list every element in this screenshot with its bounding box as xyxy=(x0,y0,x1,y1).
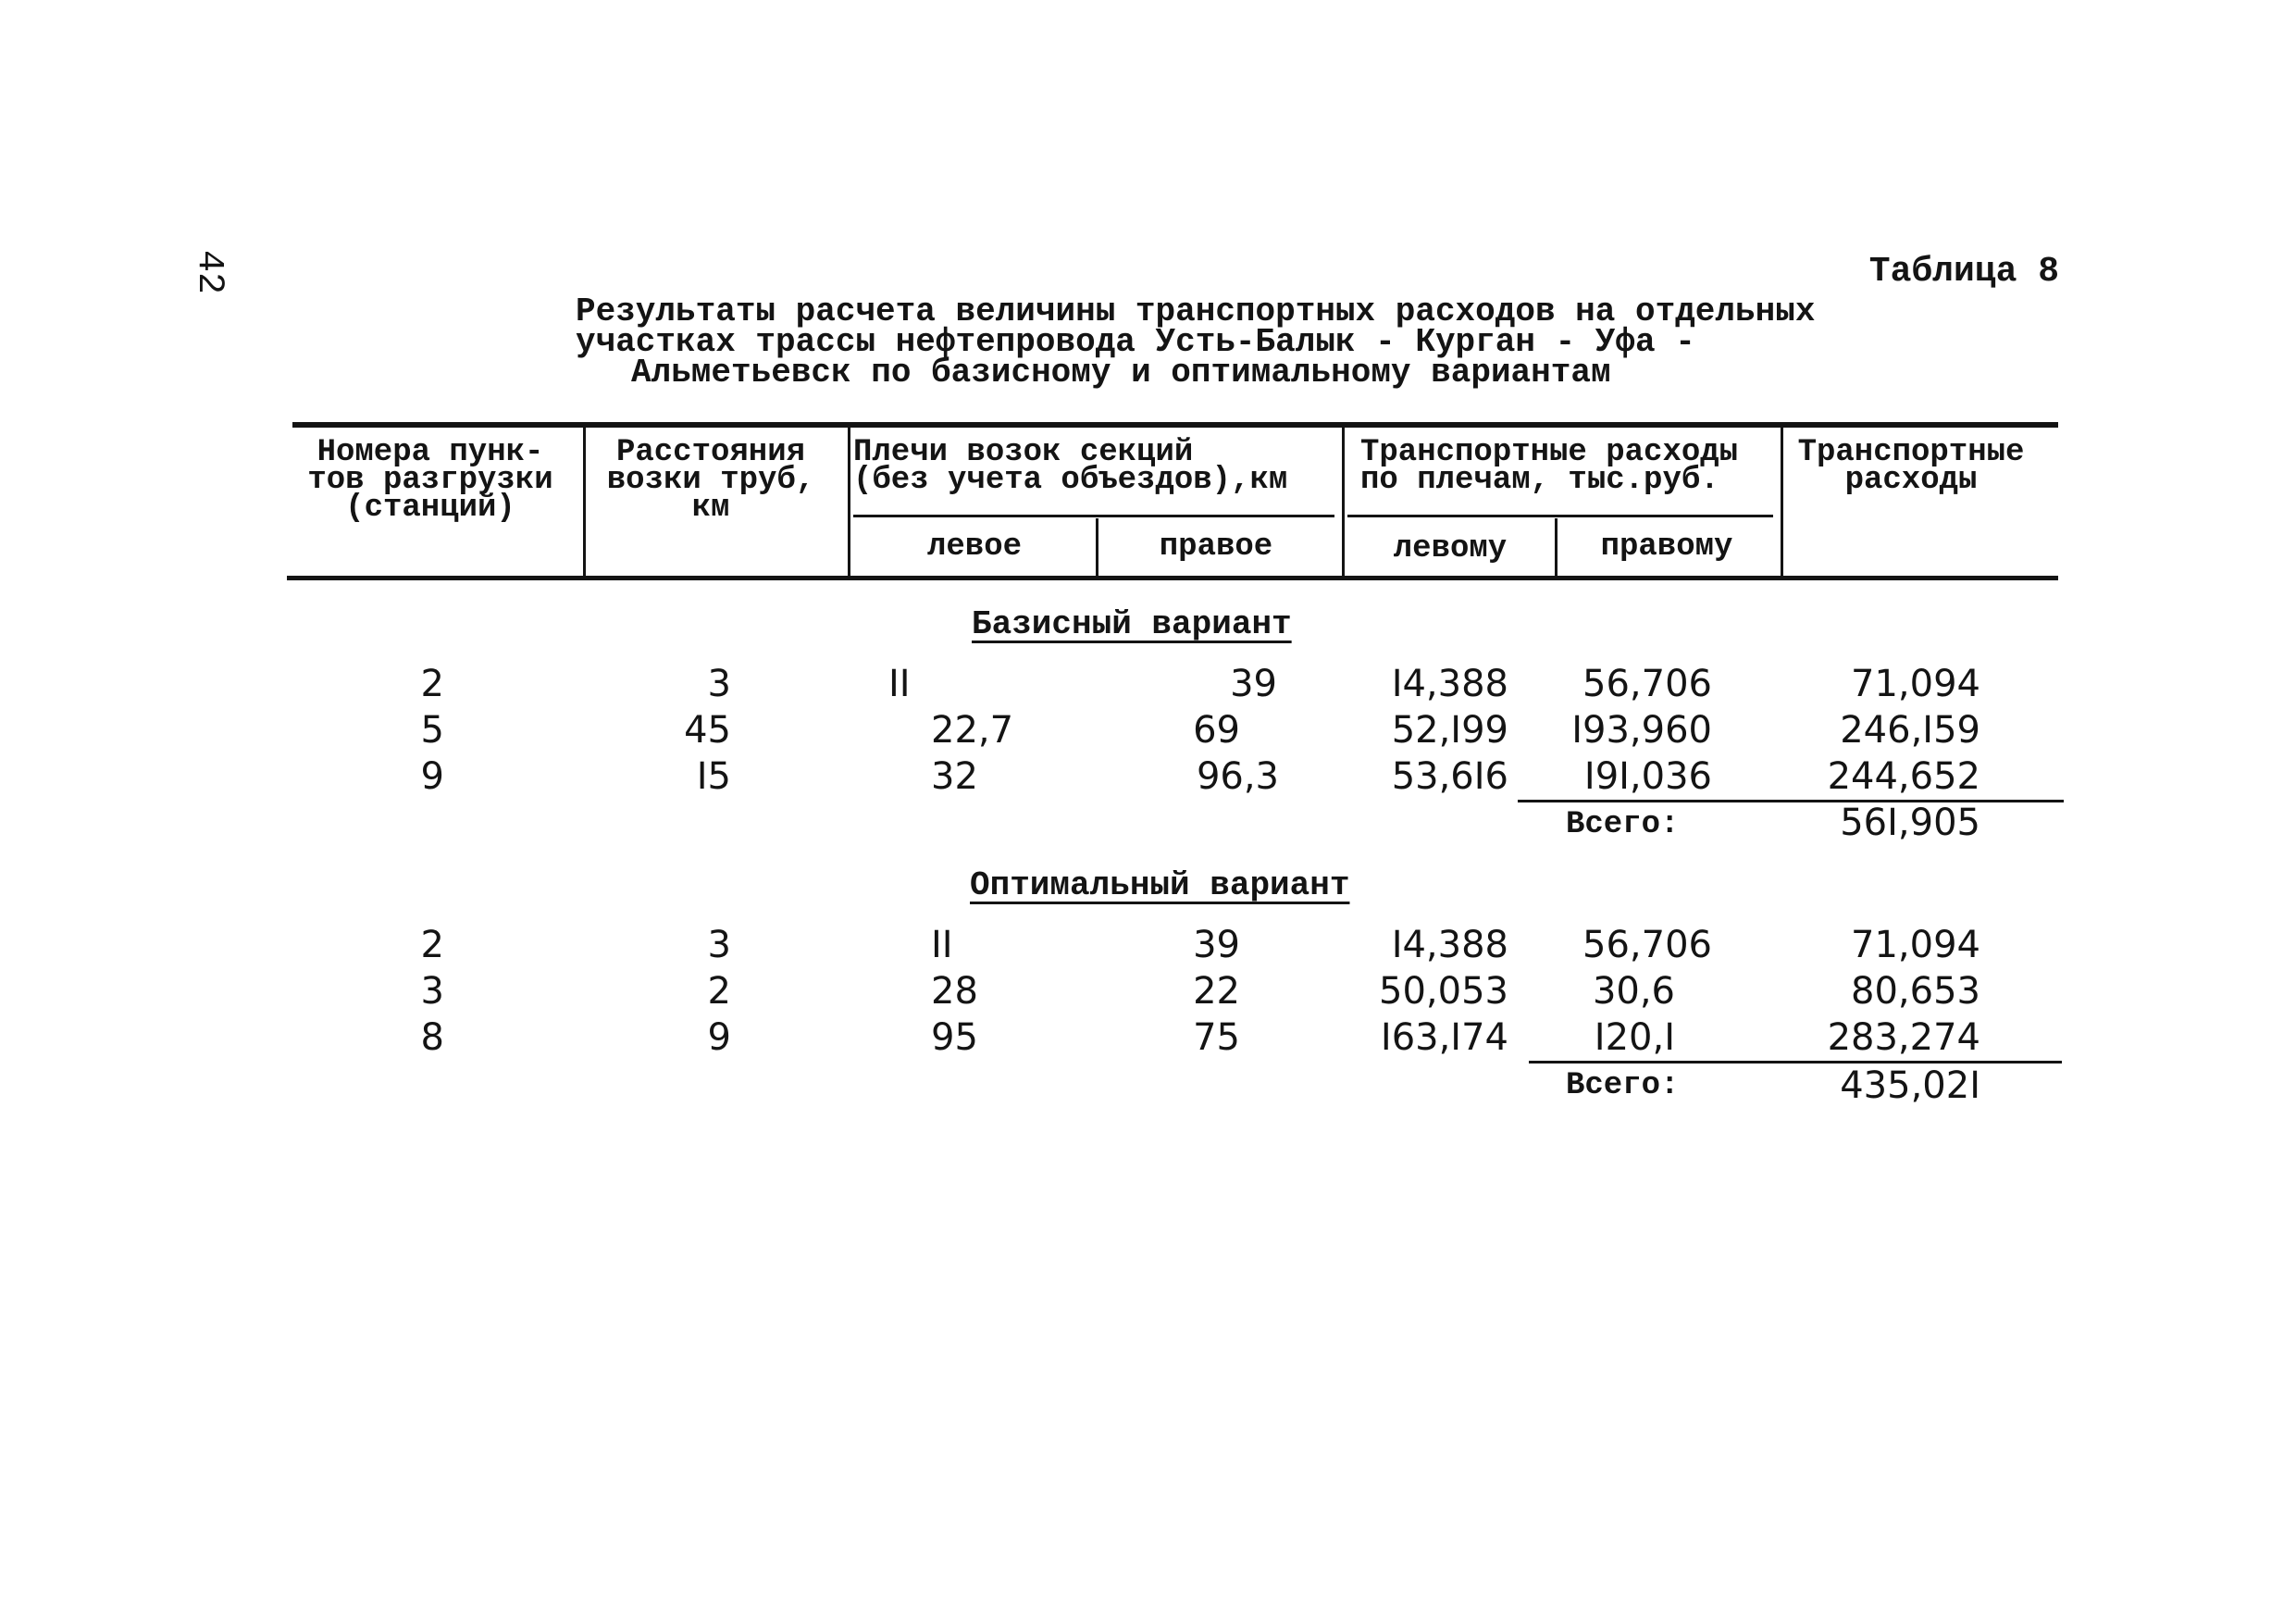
cell-total: 80,653 xyxy=(1851,970,1980,1013)
table-label: Таблица 8 xyxy=(1868,252,2059,292)
header-col-shoulders-right: правое xyxy=(1159,529,1273,565)
cell-cost-left: I63,I74 xyxy=(1380,1016,1508,1059)
header-divider xyxy=(848,428,850,576)
cell-shoulder-left: II xyxy=(931,924,953,966)
section-title: Базисный вариант xyxy=(972,605,1292,643)
cell-shoulder-right: 39 xyxy=(1230,663,1277,705)
cell-distance: 3 xyxy=(707,663,731,705)
cell-station: 2 xyxy=(420,924,444,966)
table-row xyxy=(0,924,2296,966)
cell-shoulder-right: 39 xyxy=(1193,924,1240,966)
cell-cost-right: I20,I xyxy=(1594,1016,1675,1059)
cell-shoulder-left: 32 xyxy=(931,755,978,798)
header-bottom-rule xyxy=(287,576,2058,580)
header-col-costs-right: правому xyxy=(1600,529,1733,565)
header-col-costs: Транспортные расходы по плечам, тыс.руб. xyxy=(1360,435,1739,498)
table-row xyxy=(0,1016,2296,1059)
cell-shoulder-left: 22,7 xyxy=(931,709,1014,752)
cell-distance: 3 xyxy=(707,924,731,966)
cell-shoulder-right: 96,3 xyxy=(1196,755,1279,798)
cell-cost-right: 56,706 xyxy=(1582,663,1712,705)
table-row xyxy=(0,709,2296,752)
cell-station: 5 xyxy=(420,709,444,752)
cell-shoulder-left: 28 xyxy=(931,970,978,1013)
page-number: 42 xyxy=(188,250,230,295)
table-title xyxy=(576,292,1816,392)
table-row xyxy=(0,970,2296,1013)
total-label: Всего: xyxy=(1566,807,1680,842)
header-subrule xyxy=(853,515,1334,517)
header-divider xyxy=(1342,428,1345,576)
table-row xyxy=(0,755,2296,798)
cell-shoulder-right: 69 xyxy=(1193,709,1240,752)
cell-station: 9 xyxy=(420,755,444,798)
cell-station: 3 xyxy=(420,970,444,1013)
cell-total: 71,094 xyxy=(1851,924,1980,966)
cell-cost-left: 53,6I6 xyxy=(1391,755,1508,798)
cell-distance: 9 xyxy=(707,1016,731,1059)
header-divider xyxy=(1555,518,1558,576)
cell-cost-left: 52,I99 xyxy=(1391,709,1508,752)
header-subrule xyxy=(1347,515,1773,517)
cell-distance: 2 xyxy=(707,970,731,1013)
cell-shoulder-right: 75 xyxy=(1193,1016,1240,1059)
cell-cost-right: I93,960 xyxy=(1571,709,1712,752)
title-line: участках трассы нефтепровода Усть-Балык - Курган - Уфа - xyxy=(576,323,1695,361)
table-row xyxy=(0,663,2296,705)
title-line: Результаты расчета величины транспортных расходов на отдельных xyxy=(576,292,1816,330)
cell-station: 8 xyxy=(420,1016,444,1059)
header-divider xyxy=(583,428,586,576)
total-value: 56I,905 xyxy=(1840,802,1980,844)
total-label: Всего: xyxy=(1566,1068,1680,1103)
cell-cost-left: I4,388 xyxy=(1391,924,1508,966)
header-col-shoulders: Плечи возок секций (без учета объездов),км xyxy=(853,435,1288,498)
total-value: 435,02I xyxy=(1840,1064,1980,1107)
cell-distance: 45 xyxy=(684,709,731,752)
header-divider xyxy=(1781,428,1783,576)
cell-total: 244,652 xyxy=(1827,755,1980,798)
header-col-stations: Номера пунк- тов разгрузки (станций) xyxy=(307,435,553,526)
header-col-distance: Расстояния возки труб, км xyxy=(606,435,815,526)
title-line: Альметьевск по базисному и оптимальному вариантам xyxy=(631,354,1611,392)
header-col-shoulders-left: левое xyxy=(926,529,1023,565)
header-col-total-costs: Транспортные расходы xyxy=(1797,435,2025,498)
cell-station: 2 xyxy=(420,663,444,705)
cost-right-underline xyxy=(1529,1061,2062,1063)
cell-shoulder-left: 95 xyxy=(931,1016,978,1059)
cell-shoulder-right: 22 xyxy=(1193,970,1240,1013)
cell-cost-left: 50,053 xyxy=(1379,970,1508,1013)
cell-distance: I5 xyxy=(696,755,731,798)
section-title: Оптимальный вариант xyxy=(970,866,1350,904)
cell-total: 283,274 xyxy=(1827,1016,1980,1059)
cell-cost-left: I4,388 xyxy=(1391,663,1508,705)
cell-cost-right: 56,706 xyxy=(1582,924,1712,966)
cell-total: 246,I59 xyxy=(1840,709,1980,752)
header-top-rule xyxy=(292,422,2058,428)
cell-total: 71,094 xyxy=(1851,663,1980,705)
cell-cost-right: I9I,036 xyxy=(1583,755,1712,798)
header-col-costs-left: левому xyxy=(1393,531,1508,566)
cell-cost-right: 30,6 xyxy=(1592,970,1675,1013)
cell-shoulder-left: II xyxy=(888,663,911,705)
